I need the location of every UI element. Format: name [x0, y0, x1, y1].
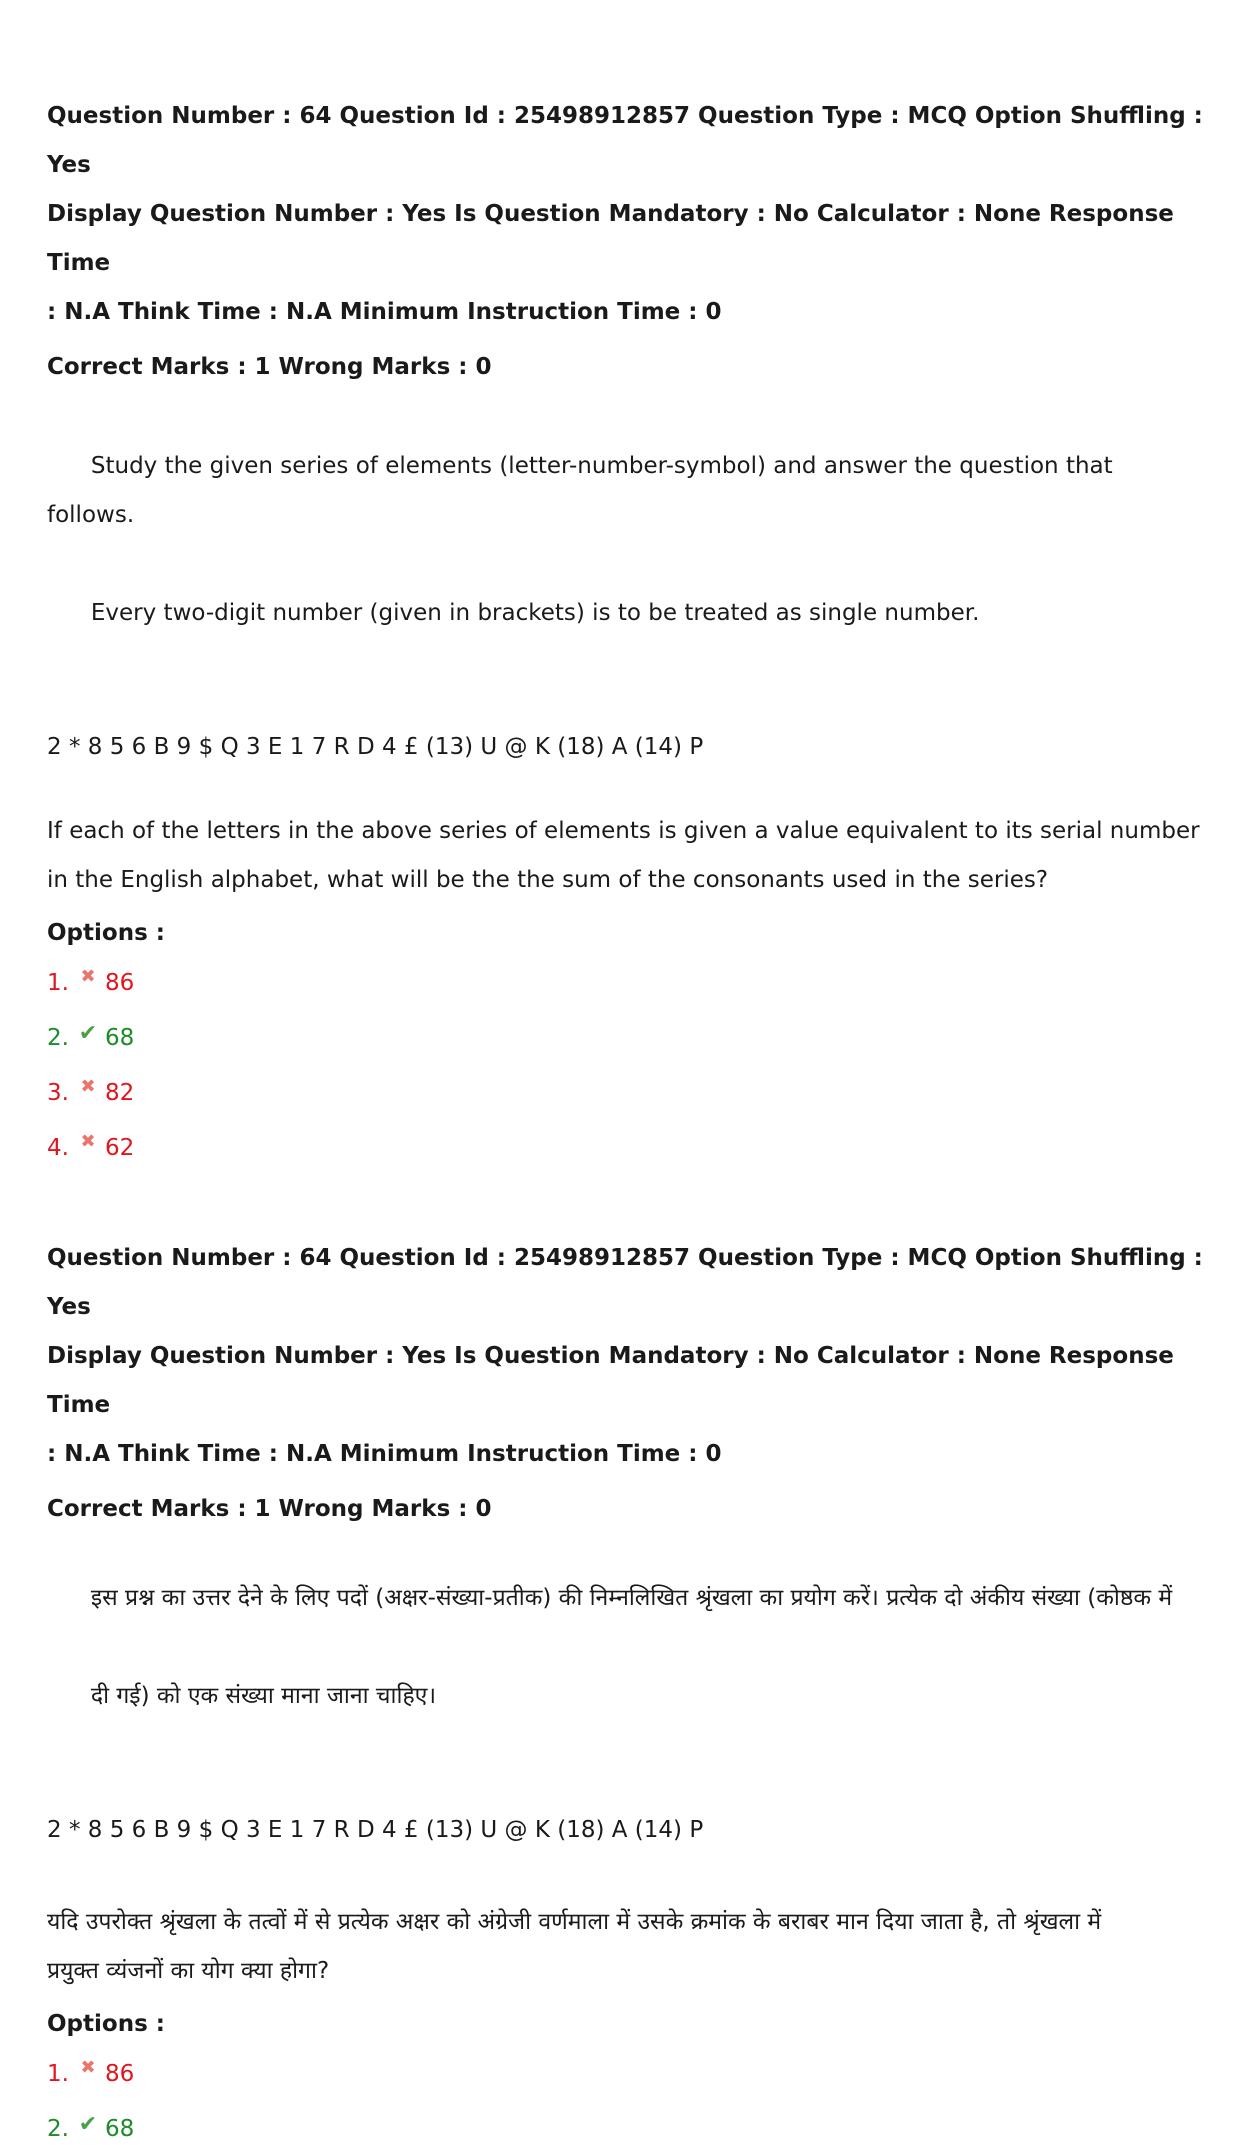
option-item — [47, 1077, 1207, 1109]
check-icon: ✔ — [78, 2112, 98, 2137]
question-meta — [47, 92, 1207, 337]
cross-icon: ✖ — [80, 1076, 96, 1097]
question-stem — [47, 393, 1207, 687]
question-meta-line: Display Question Number : Yes Is Question Mandatory : No Calculator : None Response Time — [47, 1343, 1174, 1418]
question-meta-line: Question Number : 64 Question Id : 25498912857 Question Type : MCQ Option Shuffling : Yes — [47, 103, 1203, 178]
question-stem — [47, 1525, 1207, 1770]
question-stem-line: इस प्रश्न का उत्तर देने के लिए पदों (अक्षर-संख्या-प्रतीक) की निम्नलिखित श्रृंखला का प्रयोग करें। प्रत्येक दो अंकीय संख्या (कोष्ठक में — [90, 1585, 1173, 1611]
element-series: 2 * 8 5 6 B 9 $ Q 3 E 1 7 R D 4 £ (13) U @ K (18) A (14) P — [47, 1817, 704, 1843]
question-prompt-line: in the English alphabet, what will be the the sum of the consonants used in the series? — [47, 867, 1049, 893]
option-value: 86 — [105, 2061, 135, 2087]
question-stem-line: Every two-digit number (given in brackets) is to be treated as single number. — [90, 600, 980, 626]
option-value: 82 — [105, 1080, 135, 1106]
options-list — [47, 967, 1207, 1164]
question-prompt-line: प्रयुक्त व्यंजनों का योग क्या होगा? — [47, 1958, 330, 1984]
option-value: 68 — [105, 1025, 135, 1051]
question-meta — [47, 1234, 1207, 1479]
option-item — [47, 1022, 1207, 1054]
option-item — [47, 1132, 1207, 1164]
option-value: 62 — [105, 1135, 135, 1161]
option-number: 1. — [47, 2061, 69, 2087]
question-meta-line: Question Number : 64 Question Id : 25498912857 Question Type : MCQ Option Shuffling : Yes — [47, 1245, 1203, 1320]
option-number: 2. — [47, 2116, 69, 2142]
option-value: 86 — [105, 970, 135, 996]
check-icon: ✔ — [78, 1021, 98, 1046]
question-stem-line: Study the given series of elements (letter-number-symbol) and answer the question that follows. — [47, 453, 1120, 528]
option-number: 4. — [47, 1135, 69, 1161]
option-item — [47, 2113, 1207, 2145]
question-prompt-line: यदि उपरोक्त श्रृंखला के तत्वों में से प्रत्येक अक्षर को अंग्रेजी वर्णमाला में उसके क्रमांक के बराबर मान दिया जाता है, तो श्रृंखला में — [47, 1909, 1102, 1935]
question-stem-line: दी गई) को एक संख्या माना जाना चाहिए। — [90, 1683, 437, 1709]
option-value: 68 — [105, 2116, 135, 2142]
question-meta-line: Display Question Number : Yes Is Question Mandatory : No Calculator : None Response Time — [47, 201, 1174, 276]
option-item — [47, 967, 1207, 999]
question-paper-page — [47, 92, 1207, 2145]
options-label: Options : — [47, 2011, 165, 2037]
question-meta-line: : N.A Think Time : N.A Minimum Instruction Time : 0 — [47, 299, 722, 325]
option-item — [47, 2058, 1207, 2090]
marks-line: Correct Marks : 1 Wrong Marks : 0 — [47, 1496, 492, 1522]
option-number: 1. — [47, 970, 69, 996]
cross-icon: ✖ — [80, 1131, 96, 1152]
cross-icon: ✖ — [80, 2057, 96, 2078]
question-prompt — [47, 807, 1207, 905]
question-prompt-line: If each of the letters in the above series of elements is given a value equivalent to its serial number — [47, 818, 1200, 844]
option-number: 3. — [47, 1080, 69, 1106]
question-prompt — [47, 1898, 1207, 1996]
option-number: 2. — [47, 1025, 69, 1051]
marks-line: Correct Marks : 1 Wrong Marks : 0 — [47, 354, 492, 380]
element-series: 2 * 8 5 6 B 9 $ Q 3 E 1 7 R D 4 £ (13) U @ K (18) A (14) P — [47, 734, 704, 760]
options-list — [47, 2058, 1207, 2145]
question-block-english — [47, 92, 1207, 1164]
question-meta-line: : N.A Think Time : N.A Minimum Instruction Time : 0 — [47, 1441, 722, 1467]
cross-icon: ✖ — [80, 966, 96, 987]
question-block-hindi — [47, 1234, 1207, 2145]
options-label: Options : — [47, 920, 165, 946]
